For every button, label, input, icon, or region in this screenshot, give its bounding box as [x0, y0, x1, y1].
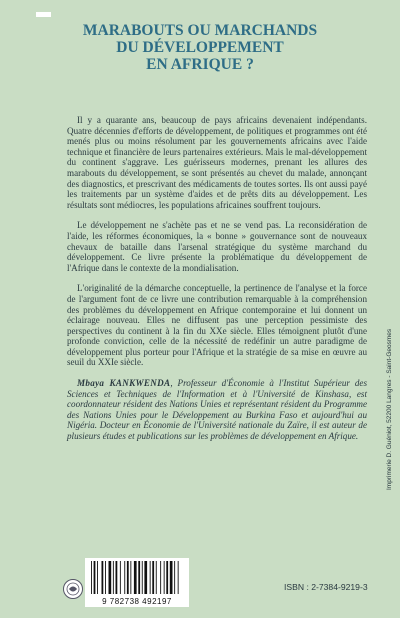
paragraph-2: Le développement ne s'achète pas et ne se vend pas. La reconsidération de l'aide, les réformes économiques, la « bonne » gouvernance sont de nouveaux chevaux de bataille dans l'arsenal stratégique du système marchand du développement. Ce livre présente la problématique du développement de l'Afrique dans le contexte de la mondialisation.: [67, 220, 367, 273]
title-line-2: DU DÉVELOPPEMENT: [116, 39, 284, 56]
paragraph-3: L'originalité de la démarche conceptuelle, la pertinence de l'analyse et la force de l'argument font de ce livre une contribution remarquable à la compréhension des problèmes du développement en Afrique contemporaine et lui donnent un éclairage nouveau. Elles ne diffusent pas une perception pessimiste des perspectives du continent à la fin du XXe siècle. Elles témoignent plutôt d'une profonde conviction, celle de la nécessité de redéfinir un autre paradigme de développement plus porteur pour l'Afrique et la stratégie de sa mise en œuvre au seuil du XXIe siècle.: [67, 283, 367, 368]
isbn: ISBN : 2-7384-9219-3: [284, 582, 368, 592]
author-bio-text: , Professeur d'Économie à l'Institut Supérieur des Sciences et Techniques de l'Information et à l'Université de Kinshasa, est coordonnateur résident des Nations Unies et représentant résident du Programme des Nations Unies pour le Développement au Burkina Faso et aujourd'hui au Nigéria. Docteur en Économie de l'Université nationale du Zaïre, il est auteur de plusieurs études et publications sur les problèmes de développement en Afrique.: [67, 378, 367, 442]
printer-credit: Imprimerie D. Guéniot, 52200 Langres - Saint-Geosmes: [386, 328, 393, 490]
barcode-number: 9 782738 492197: [102, 597, 172, 606]
barcode: [85, 558, 189, 607]
author-name: Mbaya KANKWENDA: [77, 378, 171, 389]
author-bio: [67, 378, 367, 442]
blurb: [67, 115, 367, 452]
paragraph-1: Il y a quarante ans, beaucoup de pays africains devenaient indépendants. Quatre décennies d'efforts de développement, de politiques et programmes ont été menés plus ou moins résolument par les gouvernements africains avec l'aide technique et financière de leurs partenaires extérieurs. Mais le mal-développement du continent s'aggrave. Les guérisseurs modernes, prenant les allures des marabouts du développement, se sont présentés au chevet du malade, annonçant des diagnostics, et prescrivant des médicaments de toutes sortes. Ils ont aussi payé les traitements par un système d'aides et de prêts dits au développement. Les résultats sont médiocres, les populations africaines souffrent toujours.: [67, 115, 367, 210]
title-line-3: EN AFRIQUE ?: [146, 56, 254, 73]
publisher-logo-icon: [63, 579, 83, 599]
barcode-bars: [85, 558, 189, 596]
top-tab-mark: [36, 12, 51, 17]
title-line-1: MARABOUTS OU MARCHANDS: [82, 22, 318, 39]
book-title: [40, 22, 360, 73]
